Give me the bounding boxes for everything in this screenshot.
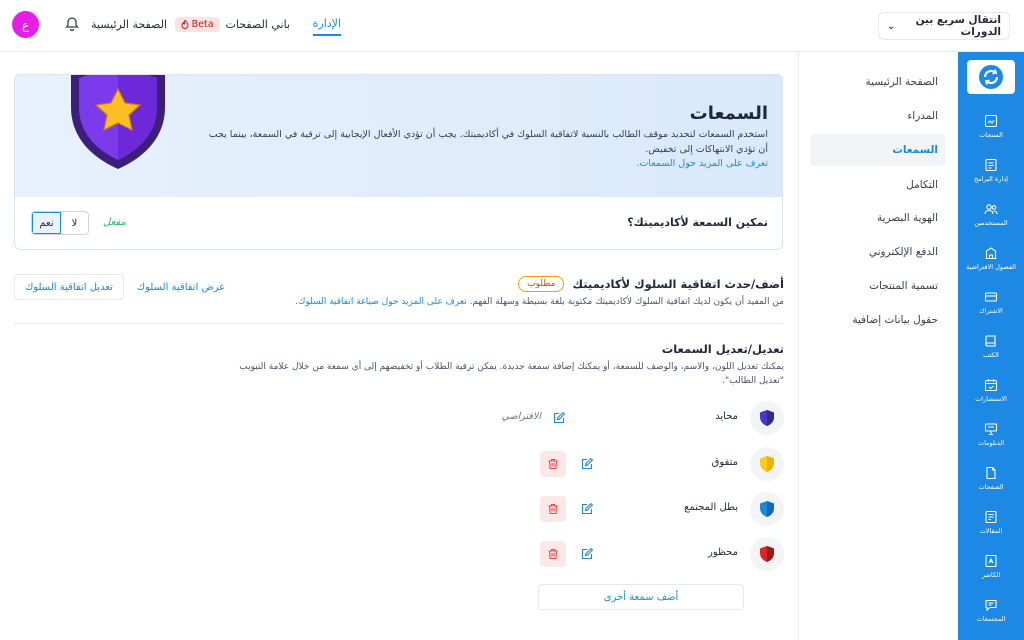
sidebar-item-label: الاشتراك: [979, 306, 1003, 315]
edit-icon: [581, 458, 593, 470]
edit-icon: [581, 503, 593, 515]
sidebar-item-classroom[interactable]: [958, 236, 1024, 280]
divider: [14, 323, 783, 324]
edit-icon: [581, 548, 593, 560]
sidebar-item-cashier[interactable]: [958, 544, 1024, 588]
course-quick-switch[interactable]: [878, 12, 1010, 40]
reputation-row-neutral: [501, 401, 784, 435]
menu-item-integration[interactable]: التكامل: [906, 179, 938, 191]
delete-reputation-button[interactable]: [540, 541, 566, 567]
edit-reputation-button[interactable]: [574, 541, 600, 567]
add-reputation-button[interactable]: أضف سمعة أخرى: [538, 584, 744, 610]
reputation-row-community-hero: [524, 492, 784, 526]
edit-reputation-button[interactable]: [546, 405, 572, 431]
menu-item-extra-fields[interactable]: حقول بيانات إضافية: [852, 314, 938, 326]
reputation-badge: [750, 401, 784, 435]
trash-icon: [547, 458, 559, 470]
edit-reputation-button[interactable]: [574, 451, 600, 477]
learn-more-conduct-link[interactable]: تعرف على المزيد حول صياغة اتفاقية السلوك.: [295, 297, 467, 307]
beta-label: Beta: [191, 18, 214, 30]
shield-icon: [759, 409, 775, 427]
bell-icon[interactable]: [64, 16, 80, 32]
diploma-icon: [984, 422, 998, 436]
flame-icon: [181, 20, 189, 29]
sidebar-item-label: الكاشر: [981, 570, 1001, 579]
reputation-row-banned: [524, 537, 784, 571]
sidebar-item-label: المنتجات: [979, 130, 1003, 139]
avatar[interactable]: ع: [12, 11, 39, 38]
sidebar-item-users[interactable]: [958, 192, 1024, 236]
sidebar-item-label: الفصول الافتراضية: [966, 262, 1016, 271]
sidebar-item-articles[interactable]: [958, 500, 1024, 544]
shield-icon: [759, 545, 775, 563]
chat-icon: [984, 598, 998, 612]
app-logo[interactable]: [967, 60, 1015, 94]
reputation-name: محظور: [707, 547, 738, 558]
logo-icon: [978, 64, 1004, 90]
toggle-no[interactable]: لا: [71, 217, 78, 229]
edit-conduct-button[interactable]: تعديل اتفاقية السلوك: [14, 274, 124, 300]
calendar-icon: [984, 378, 998, 392]
main-content: [0, 52, 798, 640]
view-conduct-button[interactable]: عرض اتفاقية السلوك: [131, 274, 231, 300]
chevron-down-icon: ⌄: [887, 20, 896, 32]
shield-icon: [759, 455, 775, 473]
conduct-section-title: [518, 276, 784, 292]
sidebar-item-pages[interactable]: [958, 456, 1024, 500]
sidebar-item-consultations[interactable]: [958, 368, 1024, 412]
sidebar-item-label: الصفحات: [978, 482, 1004, 491]
products-icon: [984, 114, 998, 128]
nav-page-builder-label: باني الصفحات: [225, 17, 290, 31]
menu-item-branding[interactable]: الهوية البصرية: [876, 212, 938, 224]
learn-more-reputations-link[interactable]: تعرف على المزيد حول السمعات.: [636, 158, 768, 169]
reputation-name: محايد: [715, 411, 738, 422]
enable-reputation-question: تمكين السمعة لأكاديميتك؟: [627, 216, 768, 229]
nav-page-builder[interactable]: [175, 12, 290, 36]
icon-sidebar: [958, 52, 1024, 640]
cashier-icon: [984, 554, 998, 568]
menu-item-managers[interactable]: المدراء: [907, 110, 938, 122]
sidebar-item-communities[interactable]: [958, 588, 1024, 632]
nav-home[interactable]: الصفحة الرئيسية: [91, 17, 167, 31]
course-switch-label: انتقال سريع بين الدورات: [915, 14, 1001, 38]
trash-icon: [547, 548, 559, 560]
reputation-badge: [750, 492, 784, 526]
sidebar-item-label: الكتب: [983, 350, 999, 359]
sidebar-item-label: المقالات: [979, 526, 1003, 535]
menu-item-product-naming[interactable]: تسمية المنتجات: [869, 280, 938, 292]
reputation-badge: [750, 537, 784, 571]
menu-item-home[interactable]: الصفحة الرئيسية: [865, 76, 938, 88]
sidebar-item-programs[interactable]: [958, 148, 1024, 192]
sidebar-item-label: الاستشارات: [975, 394, 1007, 403]
book-icon: [984, 334, 998, 348]
sidebar-item-label: الدبلومات: [977, 438, 1005, 447]
menu-item-payment[interactable]: الدفع الإلكتروني: [868, 246, 938, 258]
shield-icon: [759, 500, 775, 518]
hero-description: استخدم السمعات لتحديد موقف الطالب بالنسبة لاتفاقية السلوك في أكاديميتك. يجب أن تؤدي الأفعال الإيجابية إلى ترقية في السمعة، بينما يجب أن تؤدي الانتهاكات إلى تخفيض.: [208, 129, 768, 155]
toggle-yes[interactable]: نعم: [32, 212, 61, 234]
conduct-description: [295, 297, 784, 307]
sidebar-item-label: إدارة البرامج: [974, 174, 1008, 183]
enable-reputation-toggle: [31, 211, 89, 235]
articles-icon: [984, 510, 998, 524]
sidebar-item-diplomas[interactable]: [958, 412, 1024, 456]
settings-menu: [798, 52, 958, 640]
menu-item-reputations[interactable]: السمعات: [810, 134, 946, 166]
page-icon: [984, 466, 998, 480]
reputation-name: متفوق: [711, 457, 738, 468]
sidebar-item-subscription[interactable]: [958, 280, 1024, 324]
delete-reputation-button[interactable]: [540, 451, 566, 477]
classroom-icon: [984, 246, 998, 260]
reputation-row-excellent: [524, 447, 784, 481]
page-title: السمعات: [689, 103, 768, 124]
sidebar-item-label: المجتمعات: [976, 614, 1006, 623]
shield-star-icon: [65, 74, 171, 171]
users-icon: [984, 202, 998, 216]
required-badge: مطلوب: [518, 276, 564, 292]
conduct-title: أضف/حدث اتفاقية السلوك لأكاديميتك: [572, 277, 784, 291]
reputation-name: بطل المجتمع: [684, 502, 738, 513]
reputations-section-title: تعديل/تعديل السمعات: [661, 342, 784, 356]
reputation-hero-card: [14, 74, 783, 250]
edit-icon: [553, 412, 565, 424]
sidebar-item-label: المستخدمين: [974, 218, 1008, 227]
trash-icon: [547, 503, 559, 515]
reputations-description: يمكنك تعديل اللون، والاسم، والوصف للسمعة، أو يمكنك إضافة سمعة جديدة. يمكن ترقية الطلاب أو تخفيضهم إلى أي سمعة من خلال علامة التبويب "تعديل الطالب".: [239, 362, 784, 386]
delete-reputation-button[interactable]: [540, 496, 566, 522]
beta-badge: [175, 17, 220, 32]
programs-icon: [984, 158, 998, 172]
nav-admin[interactable]: الإدارة: [313, 12, 341, 36]
top-bar: [0, 0, 1024, 52]
default-label: الافتراضي: [501, 411, 541, 422]
card-icon: [984, 290, 998, 304]
enabled-status: مفعل: [103, 217, 126, 228]
sidebar-item-books[interactable]: [958, 324, 1024, 368]
conduct-description-text: من المفيد أن يكون لديك اتفاقية السلوك لأكاديميتك مكتوبة بلغة بسيطة وسهلة الفهم.: [469, 297, 784, 307]
reputation-badge: [750, 447, 784, 481]
sidebar-item-products[interactable]: [958, 104, 1024, 148]
edit-reputation-button[interactable]: [574, 496, 600, 522]
